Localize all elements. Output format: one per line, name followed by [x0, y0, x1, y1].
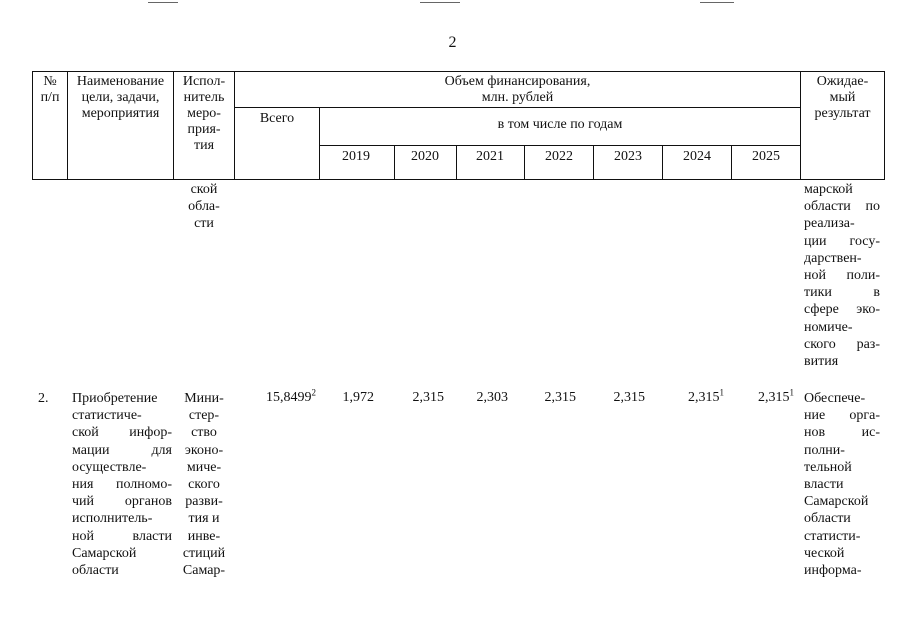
year-header-2022: 2022 — [545, 149, 573, 164]
row2-value-2020: 2,315 — [412, 390, 444, 405]
header-funding: Объем финансирования, млн. рублей — [444, 74, 591, 105]
scan-artifact — [420, 2, 460, 3]
year-header-2021: 2021 — [476, 149, 504, 164]
row2-executor: Мини- стер- ство эконо- миче- ского разви- тия и инве- стиций Самар- — [182, 391, 226, 579]
row2-num: 2. — [38, 391, 49, 406]
row2-value-2025: 2,315$^1$ — [758, 387, 794, 405]
year-header-2023: 2023 — [614, 149, 642, 164]
page-number: 2 — [448, 34, 457, 51]
row2-value-2019: 1,972 — [342, 390, 374, 405]
header-name: Наименование цели, задачи, мероприятия — [76, 74, 165, 121]
row2-value-2023: 2,315 — [613, 390, 645, 405]
scan-artifact — [148, 2, 178, 3]
continued-executor: ской обла- сти — [188, 182, 220, 232]
row2-value-2024: 2,315$^1$ — [688, 387, 724, 405]
header-by-years: в том числе по годам — [497, 117, 623, 132]
year-header-2024: 2024 — [683, 149, 711, 164]
continued-result: марской области по реализа- ции госу- дарствен- ной поли- тики в сфере эко- номиче- ского раз- вития — [804, 182, 880, 370]
year-header-2025: 2025 — [752, 149, 780, 164]
row2-value-2021: 2,303 — [476, 390, 508, 405]
year-header-2020: 2020 — [411, 149, 439, 164]
scan-artifact — [700, 2, 734, 3]
row2-value-2022: 2,315 — [544, 390, 576, 405]
header-executor: Испол- нитель меро- прия- тия — [182, 74, 226, 153]
header-result: Ожидае- мый результат — [814, 74, 871, 121]
header-total: Всего — [259, 111, 295, 126]
row2-total: 15,8499$^2$ — [266, 387, 316, 405]
row2-result: Обеспече- ние орга- нов ис- полни- тельной власти Самарской области статисти- ческой информа- — [804, 391, 880, 579]
year-header-2019: 2019 — [342, 149, 370, 164]
header-num: № п/п — [40, 74, 60, 105]
row2-name: Приобретение статистиче- ской инфор- мации для осуществле- ния полномо- чий органов исполнитель- ной власти Самарской области — [72, 391, 172, 579]
